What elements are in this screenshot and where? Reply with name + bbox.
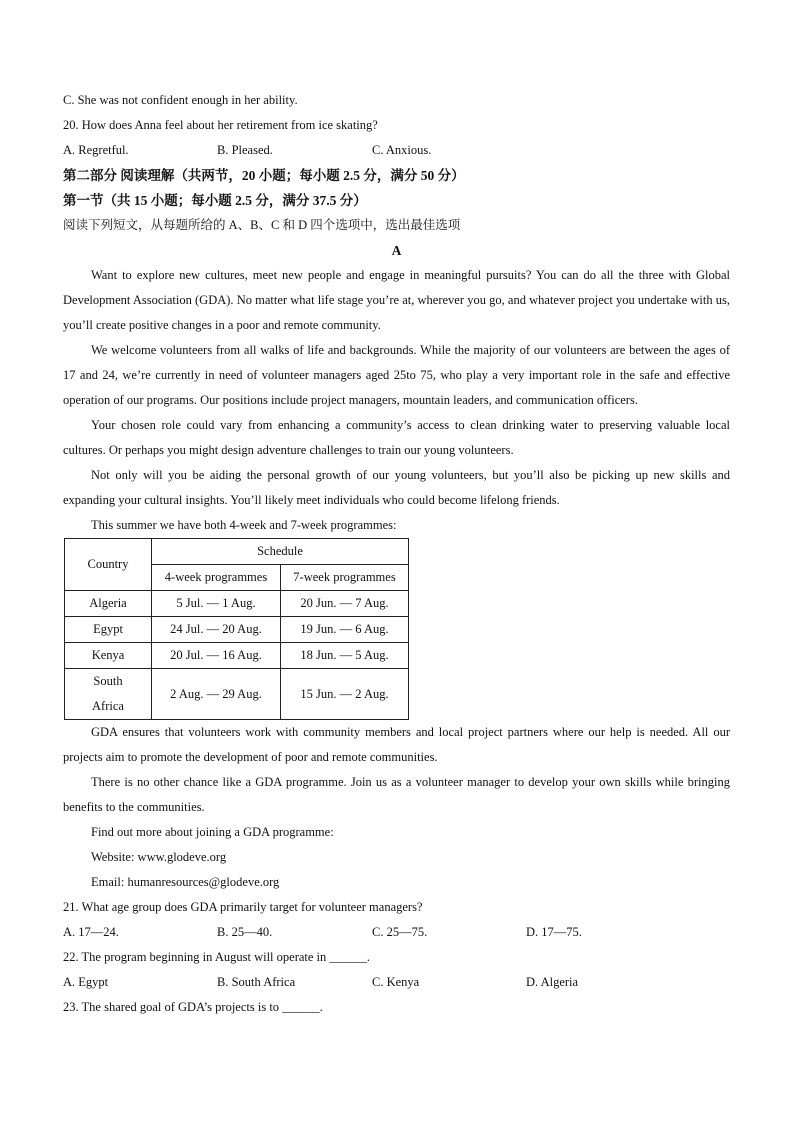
country-cell: Algeria (65, 591, 152, 617)
contact-email: Email: humanresources@glodeve.org (91, 875, 280, 889)
q22-option-d: D. Algeria (526, 975, 579, 989)
exam-page (63, 88, 730, 1020)
country-cell (65, 669, 152, 720)
seven-week-cell: 19 Jun. — 6 Aug. (281, 617, 409, 643)
q23-question: 23. The shared goal of GDA’s projects is to ______. (63, 1000, 323, 1014)
paragraph: Want to explore new cultures, meet new people and engage in meaningful pursuits? You can do all the three with Global Development Association (GDA). No matter what life stage you’re at, wherever you go, and whatever project you undertake with us, you’ll create positive changes in a poor and remote community. (63, 268, 730, 332)
q22-question: 22. The program beginning in August will operate in ______. (63, 950, 371, 964)
paragraph: Not only will you be aiding the personal growth of our young volunteers, but you’ll also be picking up new skills and expanding your cultural insights. You’ll likely meet individuals who could become lifelong friends. (63, 468, 730, 507)
contact-website: Website: www.glodeve.org (91, 850, 227, 864)
country-cell: Kenya (65, 643, 152, 669)
paragraph: GDA ensures that volunteers work with community members and local project partners where our help is needed. All our projects aim to promote the development of poor and remote communities. (63, 725, 730, 764)
seven-week-cell: 18 Jun. — 5 Aug. (281, 643, 409, 669)
instruction: 阅读下列短文，从每题所给的 A、B、C 和 D 四个选项中，选出最佳选项 (63, 218, 461, 232)
schedule-table (64, 538, 409, 720)
q21-option-a: A. 17—24. (63, 925, 119, 939)
q20-option-c: C. Anxious. (372, 143, 432, 157)
paragraph: We welcome volunteers from all walks of life and backgrounds. While the majority of our volunteers are between the ages of 17 and 24, we’re currently in need of volunteer managers aged 25to 75, who play a very important role in the safe and effective operation of our programs. Our positions include project managers, mountain leaders, and communication officers. (63, 343, 730, 407)
table-row (65, 669, 409, 720)
country-cell: Egypt (65, 617, 152, 643)
q20-options (63, 138, 730, 163)
q22-option-b: B. South Africa (217, 975, 296, 989)
country-line: South (93, 674, 123, 688)
part2-heading: 第二部分 阅读理解（共两节，20 小题；每小题 2.5 分，满分 50 分） (63, 168, 465, 183)
schedule-header: Schedule (152, 539, 409, 565)
q21-option-d: D. 17—75. (526, 925, 582, 939)
four-week-cell: 20 Jul. — 16 Aug. (152, 643, 281, 669)
four-week-header: 4-week programmes (152, 565, 281, 591)
q20-option-a: A. Regretful. (63, 143, 129, 157)
paragraph: There is no other chance like a GDA programme. Join us as a volunteer manager to develop your own skills while bringing benefits to the communities. (63, 775, 730, 814)
q21-option-c: C. 25—75. (372, 925, 428, 939)
country-line: Africa (92, 699, 124, 713)
q22-option-a: A. Egypt (63, 975, 109, 989)
q21-question: 21. What age group does GDA primarily target for volunteer managers? (63, 900, 423, 914)
four-week-cell: 24 Jul. — 20 Aug. (152, 617, 281, 643)
contact-intro: Find out more about joining a GDA programme: (91, 825, 334, 839)
q20-option-b: B. Pleased. (217, 143, 273, 157)
q21-options (63, 920, 730, 945)
four-week-cell: 2 Aug. — 29 Aug. (152, 669, 281, 720)
paragraph: This summer we have both 4-week and 7-week programmes: (91, 518, 397, 532)
seven-week-header: 7-week programmes (281, 565, 409, 591)
table-row (65, 591, 409, 617)
four-week-cell: 5 Jul. — 1 Aug. (152, 591, 281, 617)
table-row (65, 617, 409, 643)
passage-label: A (391, 243, 402, 258)
country-header: Country (65, 539, 152, 591)
paragraph: Your chosen role could vary from enhancing a community’s access to clean drinking water to preserving valuable local cultures. Or perhaps you might design adventure challenges to train our young volunteers. (63, 418, 730, 457)
section1-heading: 第一节（共 15 小题；每小题 2.5 分，满分 37.5 分） (63, 193, 367, 208)
q20-question: 20. How does Anna feel about her retirement from ice skating? (63, 118, 378, 132)
seven-week-cell: 15 Jun. — 2 Aug. (281, 669, 409, 720)
q21-option-b: B. 25—40. (217, 925, 273, 939)
q22-options (63, 970, 730, 995)
table-row (65, 643, 409, 669)
seven-week-cell: 20 Jun. — 7 Aug. (281, 591, 409, 617)
q22-option-c: C. Kenya (372, 975, 420, 989)
q19-option-c: C. She was not confident enough in her ability. (63, 93, 298, 107)
